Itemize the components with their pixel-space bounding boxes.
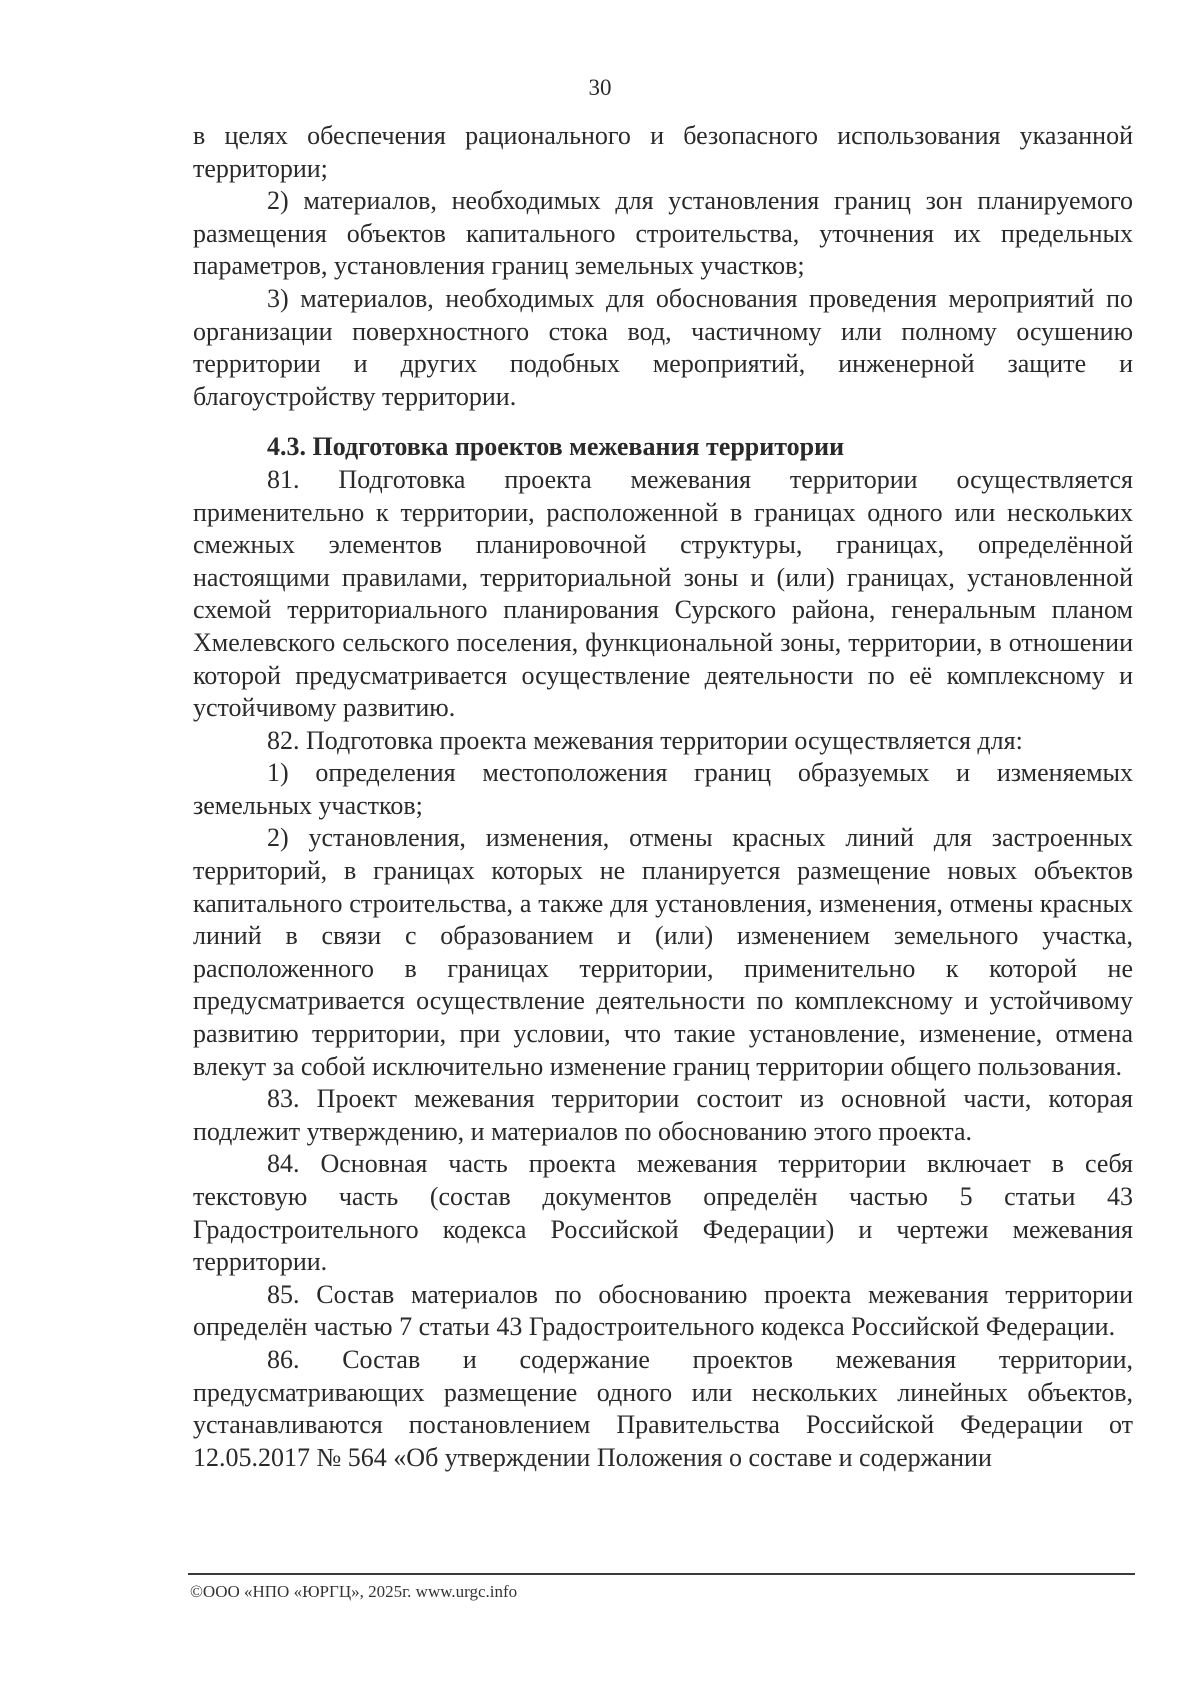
footer-divider xyxy=(188,1573,1135,1575)
footer-copyright: ©ООО «НПО «ЮРГЦ», 2025г. www.urgc.info xyxy=(190,1582,518,1601)
page-number: 30 xyxy=(588,75,612,100)
paragraph-continuation: в целях обеспечения рационального и безопасного использования указанной территории; xyxy=(193,121,1133,183)
paragraph-85: 85. Состав материалов по обоснованию проекта межевания территории определён частью 7 статьи 43 Градостроительного кодекса Российской Федерации. xyxy=(193,1279,1133,1342)
page-content xyxy=(193,120,1133,1474)
paragraph-82-item-1: 1) определения местоположения границ образуемых и изменяемых земельных участков; xyxy=(193,758,1133,820)
paragraph-83: 83. Проект межевания территории состоит из основной части, которая подлежит утверждению, и материалов по обоснованию этого проекта. xyxy=(193,1084,1133,1146)
section-heading: 4.3. Подготовка проектов межевания территории xyxy=(267,432,845,462)
paragraph-82: 82. Подготовка проекта межевания территории осуществляется для: xyxy=(267,725,1023,755)
paragraph-86: 86. Состав и содержание проектов межевания территории, предусматривающих размещение одного или нескольких линейных объектов, устанавливаются постановлением Правительства Российской Федерации от 12.05.2017 № 564 «Об утверждении Положения о составе и содержании xyxy=(193,1344,1133,1472)
paragraph-81: 81. Подготовка проекта межевания территории осуществляется применительно к территории, расположенной в границах одного или нескольких смежных элементов планировочной структуры, границах, определённой настоящими правилами, территориальной зоны и (или) границах, установленной схемой территориального планирования Сурского района, генеральным планом Хмелевского сельского поселения, функциональной зоны, территории, в отношении которой предусматривается осуществление деятельности по её комплексному и устойчивому развитию. xyxy=(193,464,1133,723)
list-item-3-materials: 3) материалов, необходимых для обоснования проведения мероприятий по организации поверхностного стока вод, частичному или полному осушению территории и других подобных мероприятий, инженерной защите и благоустройству территории. xyxy=(193,283,1133,411)
paragraph-84: 84. Основная часть проекта межевания территории включает в себя текстовую часть (состав документов определён частью 5 статьи 43 Градостроительного кодекса Российской Федерации) и чертежи межевания территории. xyxy=(193,1149,1133,1277)
list-item-2-materials: 2) материалов, необходимых для установления границ зон планируемого размещения объектов капитального строительства, уточнения их предельных параметров, установления границ земельных участков; xyxy=(193,186,1133,281)
paragraph-82-item-2: 2) установления, изменения, отмены красных линий для застроенных территорий, в границах которых не планируется размещение новых объектов капитального строительства, а также для установления, изменения, отмены красных линий в связи с образованием и (или) изменением земельного участка, расположенного в границах территории, применительно к которой не предусматривается осуществление деятельности по комплексному и устойчивому развитию территории, при условии, что такие установление, изменение, отмена влекут за собой исключительно изменение границ территории общего пользования. xyxy=(193,823,1133,1081)
